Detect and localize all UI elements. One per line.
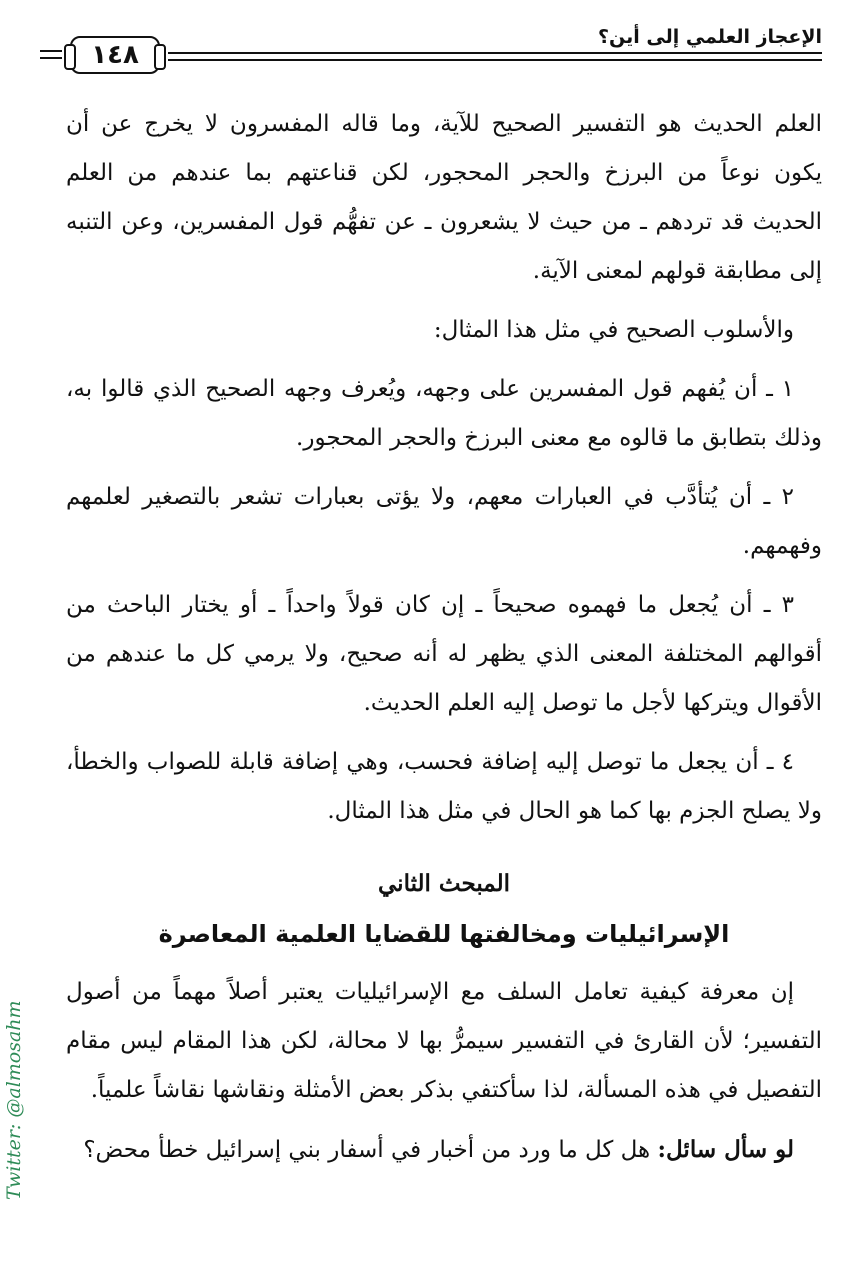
paragraph: إن معرفة كيفية تعامل السلف مع الإسرائيليات يعتبر أصلاً مهماً من أصول التفسير؛ لأن القارئ في التفسير سيمرُّ بها لا محالة، لكن هذا المقام ليس مقام التفصيل في هذه المسألة، لذا سأكتفي بذكر بعض الأمثلة ونقاشها نقاشاً علمياً. — [66, 979, 822, 1103]
question-text: هل كل ما ورد من أخبار في أسفار بني إسرائيل خطأ محض؟ — [83, 1137, 658, 1163]
header-rule — [168, 59, 822, 61]
list-item: ٤ ـ أن يجعل ما توصل إليه إضافة فحسب، وهي إضافة قابلة للصواب والخطأ، ولا يصلح الجزم بها كما هو الحال في مثل هذا المثال. — [66, 749, 822, 824]
page-number: ١٤٨ — [70, 36, 160, 74]
question-paragraph — [66, 1125, 822, 1175]
watermark: Twitter: @almosahm — [3, 1000, 25, 1200]
section-label: المبحث الثاني — [378, 870, 510, 897]
header-rule — [40, 50, 62, 52]
header-rule — [40, 57, 62, 59]
paragraph: والأسلوب الصحيح في مثل هذا المثال: — [433, 317, 794, 343]
list-item: ١ ـ أن يُفهم قول المفسرين على وجهه، ويُعرف وجهه الصحيح الذي قالوا به، وذلك بتطابق ما قالوه مع معنى البرزخ والحجر المحجور. — [66, 376, 822, 451]
list-item: ٣ ـ أن يُجعل ما فهموه صحيحاً ـ إن كان قولاً واحداً ـ أو يختار الباحث من أقوالهم المختلفة المعنى الذي يظهر له أنه صحيح، ولا يرمي كل ما عندهم من الأقوال ويتركها لأجل ما توصل إليه العلم الحديث. — [66, 592, 822, 716]
page-header — [40, 26, 822, 78]
question-label: لو سأل سائل: — [657, 1136, 794, 1163]
header-rule — [168, 52, 822, 54]
page-body — [66, 100, 822, 1185]
section-title: الإسرائيليات ومخالفتها للقضايا العلمية المعاصرة — [158, 920, 730, 948]
list-item: ٢ ـ أن يُتأدَّب في العبارات معهم، ولا يؤتى بعبارات تشعر بالتصغير لعلمهم وفهمهم. — [66, 484, 822, 559]
paragraph: العلم الحديث هو التفسير الصحيح للآية، وما قاله المفسرون لا يخرج عن أن يكون نوعاً من البرزخ والحجر المحجور، لكن قناعتهم بما عندهم من العلم الحديث قد تردهم ـ من حيث لا يشعرون ـ عن تفهُّم قول المفسرين، وعن التنبه إلى مطابقة قولهم لمعنى الآية. — [66, 111, 822, 284]
running-title: الإعجاز العلمي إلى أين؟ — [598, 26, 822, 48]
